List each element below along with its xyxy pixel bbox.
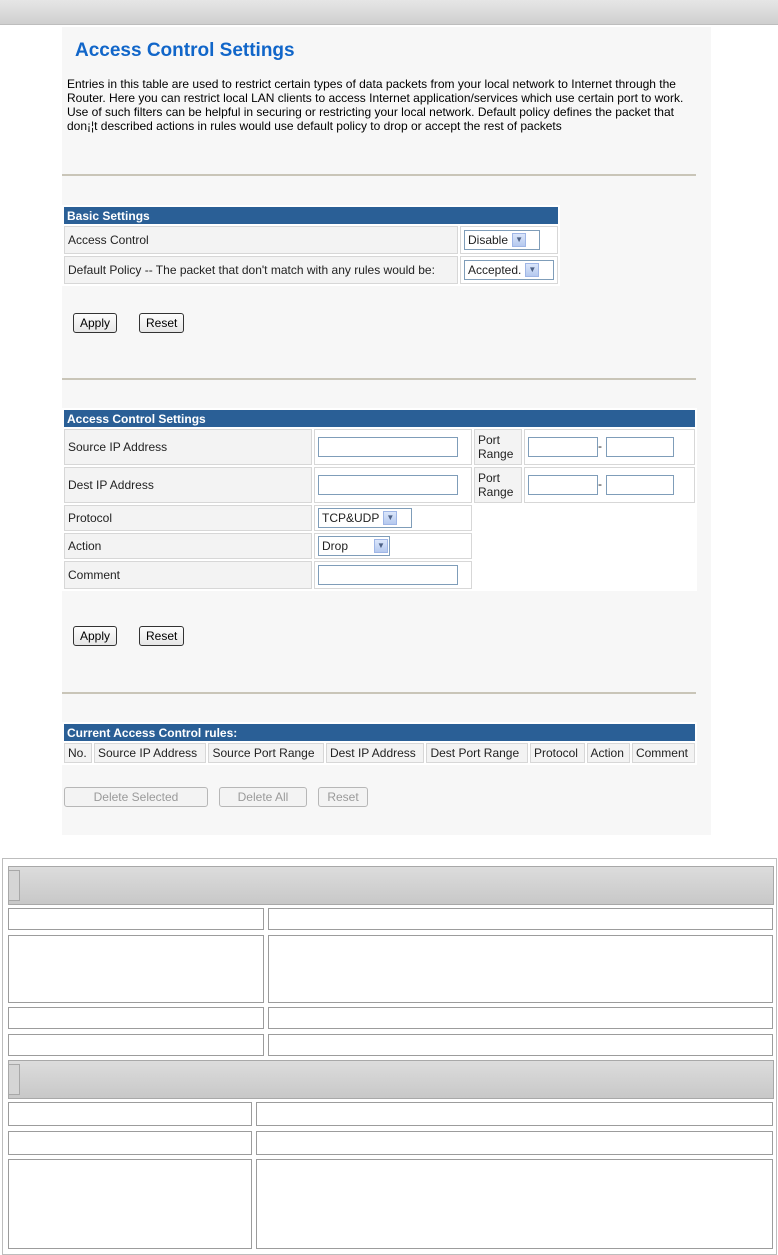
lower-section-header: [8, 1060, 774, 1099]
comment-label: Comment: [64, 561, 312, 589]
action-label: Action: [64, 533, 312, 559]
lower-section-header-marker: [8, 870, 20, 901]
rules-col-source-ip: Source IP Address: [94, 743, 206, 763]
source-ip-input[interactable]: [318, 437, 458, 457]
default-policy-label: Default Policy -- The packet that don't match with any rules would be:: [64, 256, 458, 284]
chevron-down-icon: ▼: [512, 233, 526, 247]
page-title: Access Control Settings: [75, 40, 295, 61]
rules-reset-button[interactable]: Reset: [318, 787, 368, 807]
dest-port-start-input[interactable]: [528, 475, 598, 495]
dest-ip-label: Dest IP Address: [64, 467, 312, 503]
chevron-down-icon: ▼: [374, 539, 388, 553]
basic-settings-table: [62, 205, 560, 286]
delete-all-button[interactable]: Delete All: [219, 787, 307, 807]
acs-apply-button[interactable]: Apply: [73, 626, 117, 646]
acs-header: Access Control Settings: [64, 410, 695, 427]
rules-header: Current Access Control rules:: [64, 724, 695, 741]
rules-col-action: Action: [587, 743, 630, 763]
lower-table-cell: [8, 1159, 252, 1249]
rules-col-dest-port: Dest Port Range: [426, 743, 528, 763]
rules-col-dest-ip: Dest IP Address: [326, 743, 424, 763]
protocol-select[interactable]: TCP&UDP ▼: [318, 508, 412, 528]
page-description: Entries in this table are used to restrict certain types of data packets from your local network to Internet through the Router. Here you can restrict local LAN clients to access Internet application/services which use certain port to work. Use of such filters can be helpful in securing or restricting your local network. Default policy defines the packet that don¡¦t described actions in rules would use default policy to drop or accept the rest of packets: [67, 77, 684, 133]
rules-col-protocol: Protocol: [530, 743, 585, 763]
lower-table-cell: [268, 1034, 773, 1056]
lower-table-cell: [256, 1102, 773, 1126]
source-ip-label: Source IP Address: [64, 429, 312, 465]
lower-table-cell: [8, 935, 264, 1003]
lower-table-cell: [8, 1102, 252, 1126]
lower-table-cell: [268, 908, 773, 930]
lower-table-cell: [268, 1007, 773, 1029]
rules-col-source-port: Source Port Range: [208, 743, 324, 763]
source-port-range-label: Port Range: [474, 429, 522, 465]
dest-port-separator: -: [598, 477, 602, 492]
access-control-select[interactable]: Disable ▼: [464, 230, 540, 250]
protocol-label: Protocol: [64, 505, 312, 531]
lower-table-cell: [8, 1034, 264, 1056]
delete-selected-button[interactable]: Delete Selected: [64, 787, 208, 807]
divider: [62, 174, 696, 176]
source-port-separator: -: [598, 439, 602, 454]
source-port-end-input[interactable]: [606, 437, 674, 457]
current-rules-table: [62, 722, 697, 765]
lower-table-cell: [8, 908, 264, 930]
dest-port-end-input[interactable]: [606, 475, 674, 495]
rules-col-comment: Comment: [632, 743, 695, 763]
access-control-label: Access Control: [64, 226, 458, 254]
rules-col-no: No.: [64, 743, 92, 763]
action-select[interactable]: Drop ▼: [318, 536, 390, 556]
chevron-down-icon: ▼: [383, 511, 397, 525]
basic-settings-header: Basic Settings: [64, 207, 558, 224]
acs-reset-button[interactable]: Reset: [139, 626, 184, 646]
lower-table: [0, 858, 778, 1254]
default-policy-select[interactable]: Accepted. ▼: [464, 260, 554, 280]
lower-section-header-marker: [8, 1064, 20, 1095]
divider: [62, 378, 696, 380]
divider: [62, 692, 696, 694]
lower-table-cell: [256, 1131, 773, 1155]
basic-apply-button[interactable]: Apply: [73, 313, 117, 333]
dest-ip-input[interactable]: [318, 475, 458, 495]
lower-table-cell: [8, 1007, 264, 1029]
source-port-start-input[interactable]: [528, 437, 598, 457]
lower-section-header: [8, 866, 774, 905]
lower-table-cell: [8, 1131, 252, 1155]
dest-port-range-label: Port Range: [474, 467, 522, 503]
chevron-down-icon: ▼: [525, 263, 539, 277]
lower-table-cell: [268, 935, 773, 1003]
comment-input[interactable]: [318, 565, 458, 585]
lower-table-cell: [256, 1159, 773, 1249]
basic-reset-button[interactable]: Reset: [139, 313, 184, 333]
access-control-settings-table: [62, 408, 697, 591]
top-bar: [0, 0, 778, 25]
